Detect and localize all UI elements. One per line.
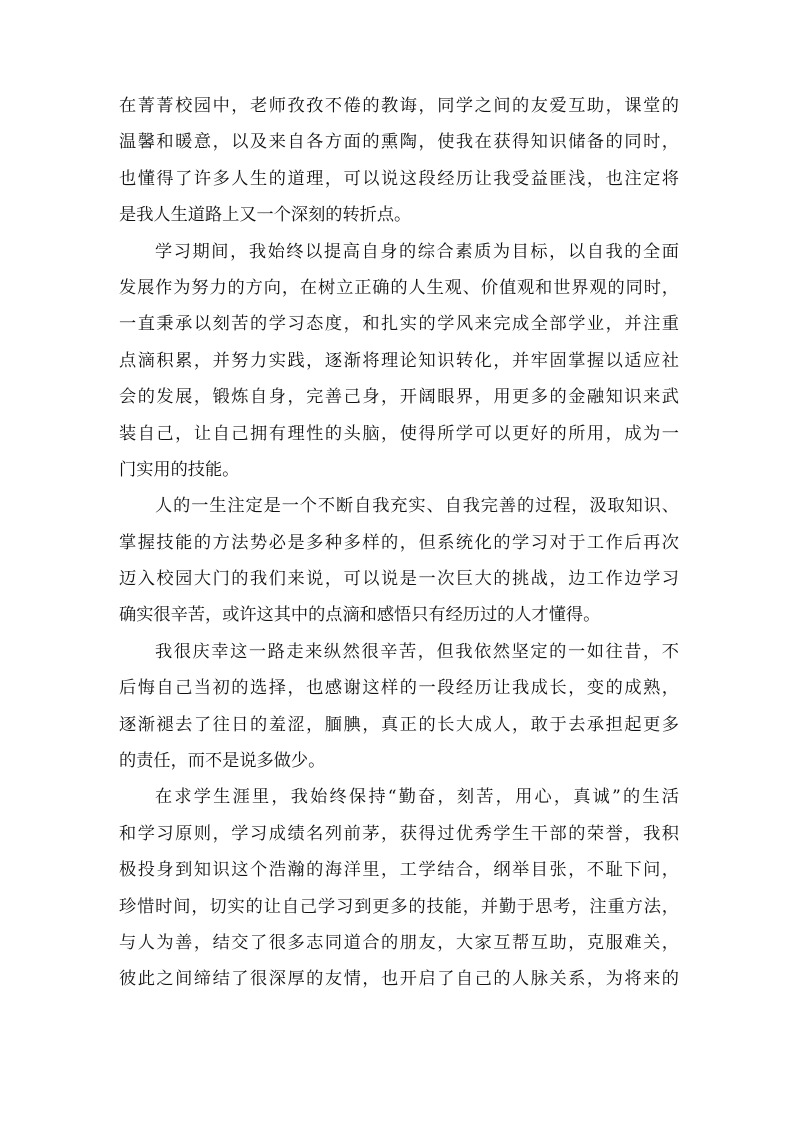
paragraph-first-line: 在求学生涯里，我始终保持“勤奋，刻苦，用心，真诚”的生活 bbox=[155, 787, 679, 808]
paragraph-line: 温馨和暖意，以及来自各方面的熏陶，使我在获得知识储备的同时， bbox=[119, 132, 679, 153]
paragraph-line: 的责任，而不是说多做少。 bbox=[119, 751, 326, 772]
paragraph-line: 极投身到知识这个浩瀚的海洋里，工学结合，纲举目张，不耻下问， bbox=[119, 860, 679, 881]
document-body bbox=[119, 88, 679, 998]
paragraph-line: 后悔自己当初的选择，也感谢这样的一段经历让我成长，变的成熟， bbox=[119, 678, 679, 699]
paragraph-line: 发展作为努力的方向，在树立正确的人生观、价值观和世界观的同时， bbox=[119, 277, 679, 298]
paragraph-line: 与人为善，结交了很多志同道合的朋友，大家互帮互助，克服难关， bbox=[119, 932, 679, 953]
paragraph-line: 珍惜时间，切实的让自己学习到更多的技能，并勤于思考，注重方法， bbox=[119, 896, 679, 917]
paragraph-line: 是我人生道路上又一个深刻的转折点。 bbox=[119, 205, 412, 226]
paragraph-line: 会的发展，锻炼自身，完善己身，开阔眼界，用更多的金融知识来武 bbox=[119, 387, 679, 408]
paragraph-first-line: 人的一生注定是一个不断自我充实、自我完善的过程，汲取知识、 bbox=[155, 496, 679, 517]
paragraph-line: 也懂得了许多人生的道理，可以说这段经历让我受益匪浅，也注定将 bbox=[119, 168, 679, 189]
paragraph-first-line: 学习期间，我始终以提高自身的综合素质为目标，以自我的全面 bbox=[155, 241, 679, 262]
paragraph-line: 和学习原则，学习成绩名列前茅，获得过优秀学生干部的荣誉，我积 bbox=[119, 823, 679, 844]
paragraph-line: 确实很辛苦，或许这其中的点滴和感悟只有经历过的人才懂得。 bbox=[119, 605, 601, 626]
paragraph-line: 点滴积累，并努力实践，逐渐将理论知识转化，并牢固掌握以适应社 bbox=[119, 350, 679, 371]
paragraph-line: 门实用的技能。 bbox=[119, 459, 240, 480]
paragraph-line: 逐渐褪去了往日的羞涩，腼腆，真正的长大成人，敢于去承担起更多 bbox=[119, 714, 679, 735]
paragraph-line: 一直秉承以刻苦的学习态度，和扎实的学风来完成全部学业，并注重 bbox=[119, 314, 679, 335]
paragraph-line: 迈入校园大门的我们来说，可以说是一次巨大的挑战，边工作边学习 bbox=[119, 569, 679, 590]
paragraph-line: 在菁菁校园中，老师孜孜不倦的教诲，同学之间的友爱互助，课堂的 bbox=[119, 96, 679, 116]
paragraph-line: 彼此之间缔结了很深厚的友情，也开启了自己的人脉关系，为将来的 bbox=[119, 969, 679, 990]
paragraph-line: 掌握技能的方法势必是多种多样的，但系统化的学习对于工作后再次 bbox=[119, 532, 679, 553]
paragraph-line: 装自己，让自己拥有理性的头脑，使得所学可以更好的所用，成为一 bbox=[119, 423, 679, 444]
paragraph-first-line: 我很庆幸这一路走来纵然很辛苦，但我依然坚定的一如往昔，不 bbox=[155, 641, 679, 662]
